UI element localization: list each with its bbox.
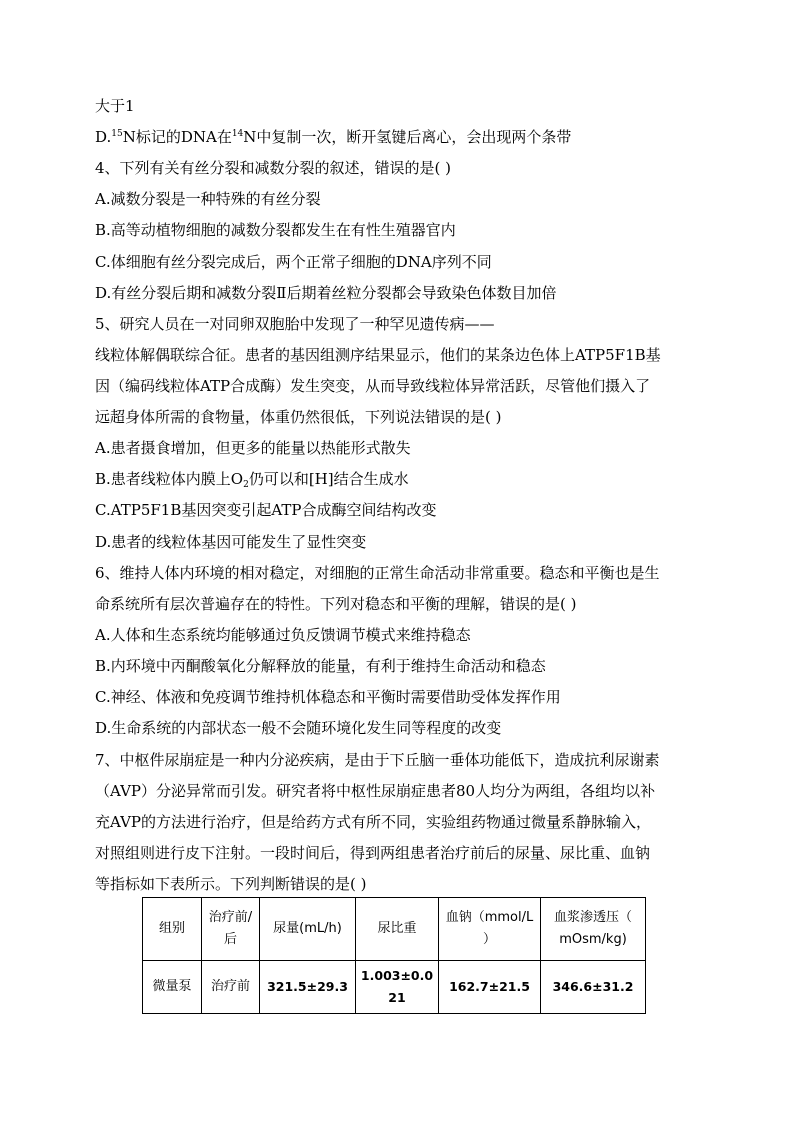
- option-line: B.内环境中丙酮酸氧化分解释放的能量，有利于维持生命活动和稳态: [95, 657, 546, 675]
- question-stem: 因（编码线粒体ATP合成酶）发生突变，从而导致线粒体异常活跃，尽管他们摄入了: [95, 377, 651, 395]
- superscript: 15: [111, 129, 123, 139]
- question-stem: 7、中枢件尿崩症是一种内分泌疾病，是由于下丘脑一垂体功能低下，造成抗利尿谢素: [95, 751, 660, 769]
- text-line: [95, 127, 571, 147]
- text-fragment: 仍可以和[H]结合生成水: [248, 470, 409, 488]
- text-fragment: B.患者线粒体内膜上O: [95, 470, 244, 488]
- text-fragment: N中复制一次，断开氢键后离心，会出现两个条带: [243, 128, 572, 146]
- header-text: 血浆渗透压（: [553, 910, 632, 925]
- data-table: [142, 897, 646, 1014]
- header-text: 血钠（mmol/L: [445, 910, 534, 925]
- question-stem: （AVP）分泌异常而引发。研究者将中枢性尿崩症患者80人均分为两组，各组均以补: [95, 782, 656, 800]
- table-cell: [356, 961, 439, 1014]
- table-cell: 治疗前: [202, 961, 260, 1014]
- cell-text: 21: [388, 990, 406, 1005]
- header-cell: 尿量(mL/h): [260, 898, 356, 961]
- header-cell: [439, 898, 541, 961]
- header-cell: [202, 898, 260, 961]
- table-cell: 321.5±29.3: [260, 961, 356, 1014]
- table-header-row: [143, 898, 646, 961]
- option-line: A.患者摄食增加，但更多的能量以热能形式散失: [95, 439, 411, 457]
- table-row: [143, 961, 646, 1014]
- option-line: A.减数分裂是一种特殊的有丝分裂: [95, 190, 321, 208]
- question-stem: 5、研究人员在一对同卵双胞胎中发现了一种罕见遗传病——: [95, 315, 495, 333]
- header-text: mOsm/kg): [559, 932, 627, 947]
- question-stem: 6、维持人体内环境的相对稳定，对细胞的正常生命活动非常重要。稳态和平衡也是生: [95, 564, 660, 582]
- text-fragment: D.: [95, 128, 112, 146]
- table-cell: 346.6±31.2: [541, 961, 646, 1014]
- question-stem: 远超身体所需的食物量，体重仍然很低，下列说法错误的是( ): [95, 408, 502, 426]
- header-cell: [541, 898, 646, 961]
- question-stem: 命系统所有层次普遍存在的特性。下列对稳态和平衡的理解，错误的是( ): [95, 595, 577, 613]
- cell-text: 1.003±0.0: [360, 968, 434, 983]
- option-line: C.神经、体液和免疫调节维持机体稳态和平衡时需要借助受体发挥作用: [95, 688, 561, 706]
- header-text: 后: [223, 932, 237, 947]
- option-line: C.ATP5F1B基因突变引起ATP合成酶空间结构改变: [95, 501, 437, 519]
- header-text: 治疗前/: [208, 910, 253, 925]
- option-line: D.生命系统的内部状态一般不会随环境化发生同等程度的改变: [95, 719, 502, 737]
- header-text: ）: [482, 932, 496, 947]
- text-line: 大于1: [95, 97, 135, 115]
- question-stem: 对照组则进行皮下注射。一段时间后，得到两组患者治疗前后的尿量、尿比重、血钠: [95, 844, 651, 862]
- question-stem: 线粒体解偶联综合征。患者的基因组测序结果显示，他们的某条边色体上ATP5F1B基: [95, 346, 661, 364]
- question-stem: 等指标如下表所示。下列判断错误的是( ): [95, 875, 367, 893]
- subscript: 2: [243, 480, 249, 490]
- option-line: B.高等动植物细胞的减数分裂都发生在有性生殖器官内: [95, 221, 456, 239]
- option-line: A.人体和生态系统均能够通过负反馈调节模式来维持稳态: [95, 626, 471, 644]
- table-cell: 162.7±21.5: [439, 961, 541, 1014]
- header-cell: 尿比重: [356, 898, 439, 961]
- option-line: D.有丝分裂后期和减数分裂Ⅱ后期着丝粒分裂都会导致染色体数目加倍: [95, 284, 557, 302]
- question-stem: 4、下列有关有丝分裂和减数分裂的叙述，错误的是( ): [95, 159, 452, 177]
- header-cell: 组别: [143, 898, 202, 961]
- option-line: D.患者的线粒体基因可能发生了显性突变: [95, 533, 367, 551]
- text-fragment: N标记的DNA在: [122, 128, 232, 146]
- question-stem: 充AVP的方法进行治疗，但是给药方式有所不同，实验组药物通过微量系静脉输入，: [95, 813, 652, 831]
- option-line: [95, 469, 409, 489]
- table-cell: 微量泵: [143, 961, 202, 1014]
- option-line: C.体细胞有丝分裂完成后，两个正常子细胞的DNA序列不同: [95, 253, 492, 271]
- superscript: 14: [231, 129, 244, 139]
